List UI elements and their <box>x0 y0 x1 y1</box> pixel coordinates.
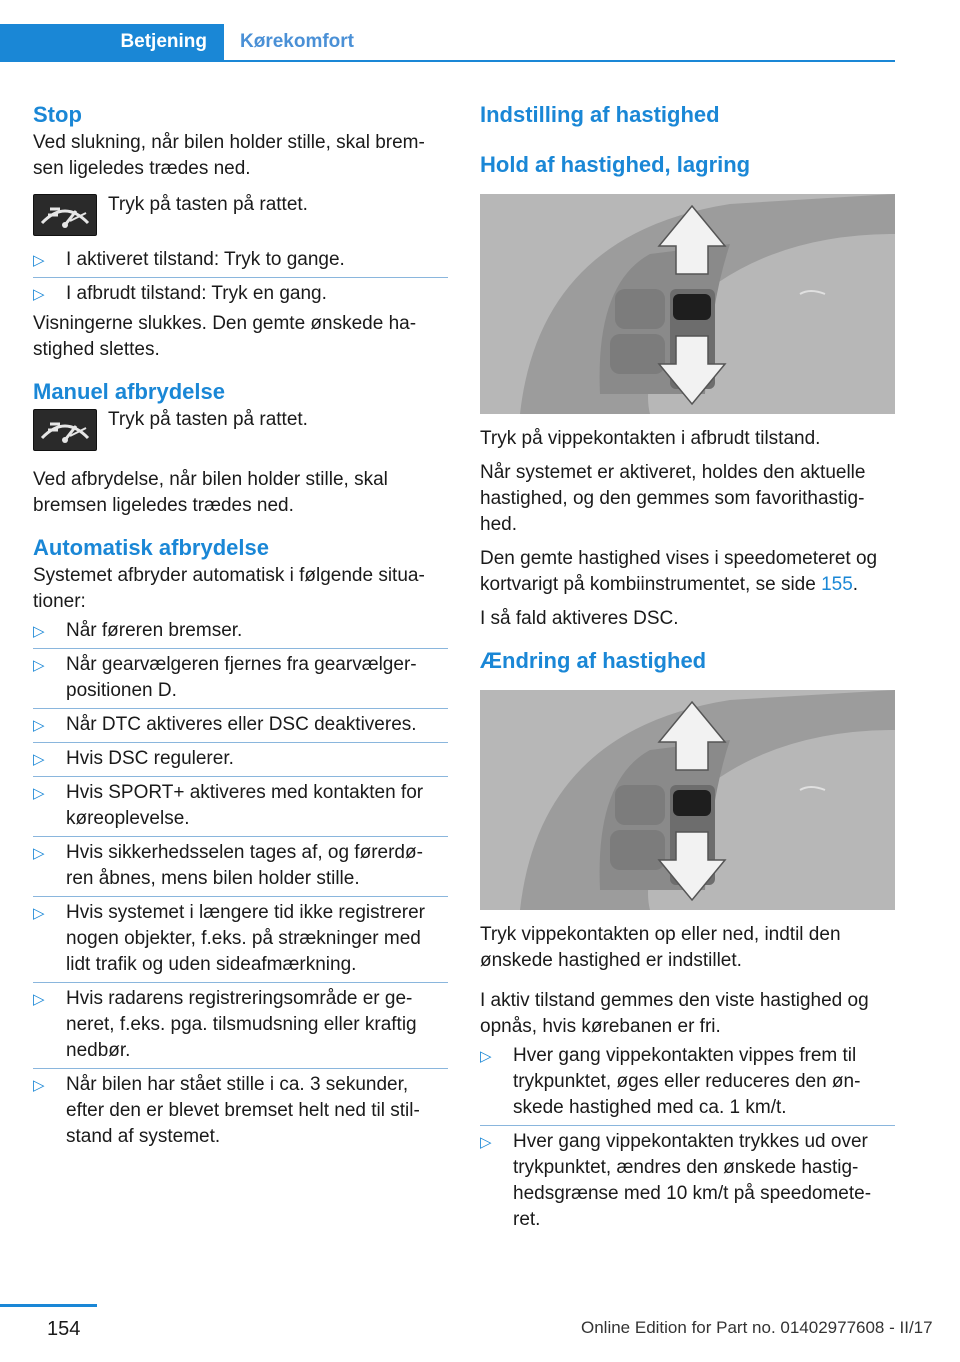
triangle-bullet-icon: ▷ <box>33 785 45 802</box>
edition-text: Online Edition for Part no. 01402977608 - II/17 <box>581 1318 933 1337</box>
heading-manuel-afbrydelse: Manuel afbrydelse <box>33 379 225 404</box>
triangle-bullet-icon: ▷ <box>33 991 45 1008</box>
triangle-bullet-icon: ▷ <box>33 623 45 640</box>
triangle-bullet-icon: ▷ <box>480 1048 492 1065</box>
tab-betjening[interactable] <box>0 24 224 61</box>
triangle-bullet-icon: ▷ <box>33 657 45 674</box>
list-item: ▷ Hvis radarens registreringsområde er ge-neret, f.eks. pga. tilsmudsning eller kraftig nedbør. <box>33 983 448 1069</box>
cruise-control-button-icon <box>33 194 97 236</box>
steering-wheel-rocker-figure <box>480 194 895 414</box>
heading-automatisk-afbrydelse: Automatisk afbrydelse <box>33 535 269 560</box>
change-bullets <box>480 1040 895 1237</box>
triangle-bullet-icon: ▷ <box>33 845 45 862</box>
heading-stop: Stop <box>33 102 82 127</box>
page-number: 154 <box>47 1318 81 1340</box>
hold-p2: Når systemet er aktiveret, holdes den aktuelle hastighed, og den gemmes som favorithastig-hed. <box>480 462 866 535</box>
triangle-bullet-icon: ▷ <box>33 286 45 303</box>
triangle-bullet-icon: ▷ <box>33 751 45 768</box>
heading-hold-af-hastighed: Hold af hastighed, lagring <box>480 152 751 177</box>
stop-intro: Ved slukning, når bilen holder stille, skal brem-sen ligeledes trædes ned. <box>33 132 425 179</box>
stop-icon-row <box>33 192 448 244</box>
triangle-bullet-icon: ▷ <box>480 1134 492 1151</box>
auto-bullets <box>33 615 448 1154</box>
left-column <box>33 100 448 1154</box>
heading-aendring-af-hastighed: Ændring af hastighed <box>480 648 707 673</box>
right-column <box>480 100 895 1237</box>
manual-icon-row <box>33 407 448 459</box>
footer-rule <box>0 1304 97 1307</box>
list-item: ▷ I aktiveret tilstand: Tryk to gange. <box>33 244 448 278</box>
list-item: ▷ Når bilen har stået stille i ca. 3 sekunder, efter den er blevet bremset helt ned til stil-stand af systemet. <box>33 1074 420 1147</box>
cruise-control-button-icon <box>33 409 97 451</box>
stop-icon-text: Tryk på tasten på rattet. <box>108 194 308 215</box>
list-item: ▷ Når føreren bremser. <box>33 615 448 649</box>
stop-bullets <box>33 244 448 311</box>
triangle-bullet-icon: ▷ <box>33 252 45 269</box>
triangle-bullet-icon: ▷ <box>33 717 45 734</box>
list-item: ▷ Hvis SPORT+ aktiveres med kontakten for køreoplevelse. <box>33 777 448 837</box>
steering-wheel-rocker-figure-2 <box>480 690 895 910</box>
list-item: ▷ Hvis systemet i længere tid ikke registrerer nogen objekter, f.eks. på strækninger med lidt trafik og uden sideafmærkning. <box>33 897 448 983</box>
change-p1: Tryk vippekontakten op eller ned, indtil den ønskede hastighed er indstillet. <box>480 924 841 971</box>
hold-p1: Tryk på vippekontakten i afbrudt tilstand. <box>480 428 821 449</box>
list-item: ▷ Når DTC aktiveres eller DSC deaktiveres. <box>33 709 448 743</box>
list-item: ▷ I afbrudt tilstand: Tryk en gang. <box>33 278 448 311</box>
list-item: ▷ Hvis DSC regulerer. <box>33 743 448 777</box>
heading-indstilling-af-hastighed: Indstilling af hastighed <box>480 102 720 127</box>
triangle-bullet-icon: ▷ <box>33 905 45 922</box>
triangle-bullet-icon: ▷ <box>33 1077 45 1094</box>
header-rule <box>0 60 895 62</box>
auto-intro: Systemet afbryder automatisk i følgende situa-tioner: <box>33 565 425 612</box>
list-item: ▷ Hvis sikkerhedsselen tages af, og førerdø-ren åbnes, mens bilen holder stille. <box>33 837 448 897</box>
change-p2: I aktiv tilstand gemmes den viste hastighed og opnås, hvis kørebanen er fri. <box>480 990 869 1037</box>
stop-after: Visningerne slukkes. Den gemte ønskede ha-stighed slettes. <box>33 313 417 360</box>
page-reference-link[interactable]: 155 <box>821 574 853 595</box>
hold-p3: Den gemte hastighed vises i speedometeret og kortvarigt på kombiinstrumentet, se side 155. <box>480 548 878 595</box>
tab-betjening-label: Betjening <box>120 31 207 52</box>
page-header <box>0 0 960 62</box>
hold-p4: I så fald aktiveres DSC. <box>480 608 679 629</box>
list-item: ▷ Hver gang vippekontakten trykkes ud over trykpunktet, ændres den ønskede hastig-hedsgrænse med 10 km/t på speedomete-ret. <box>480 1131 872 1230</box>
manual-icon-text: Tryk på tasten på rattet. <box>108 409 308 430</box>
manual-after: Ved afbrydelse, når bilen holder stille, skal bremsen ligeledes trædes ned. <box>33 469 388 516</box>
list-item: ▷ Hver gang vippekontakten vippes frem til trykpunktet, øges eller reduceres den øn-skede hastighed med ca. 1 km/t. <box>480 1040 895 1126</box>
list-item: ▷ Når gearvælgeren fjernes fra gearvælger-positionen D. <box>33 649 448 709</box>
tab-korekomfort[interactable]: Kørekomfort <box>240 31 355 52</box>
